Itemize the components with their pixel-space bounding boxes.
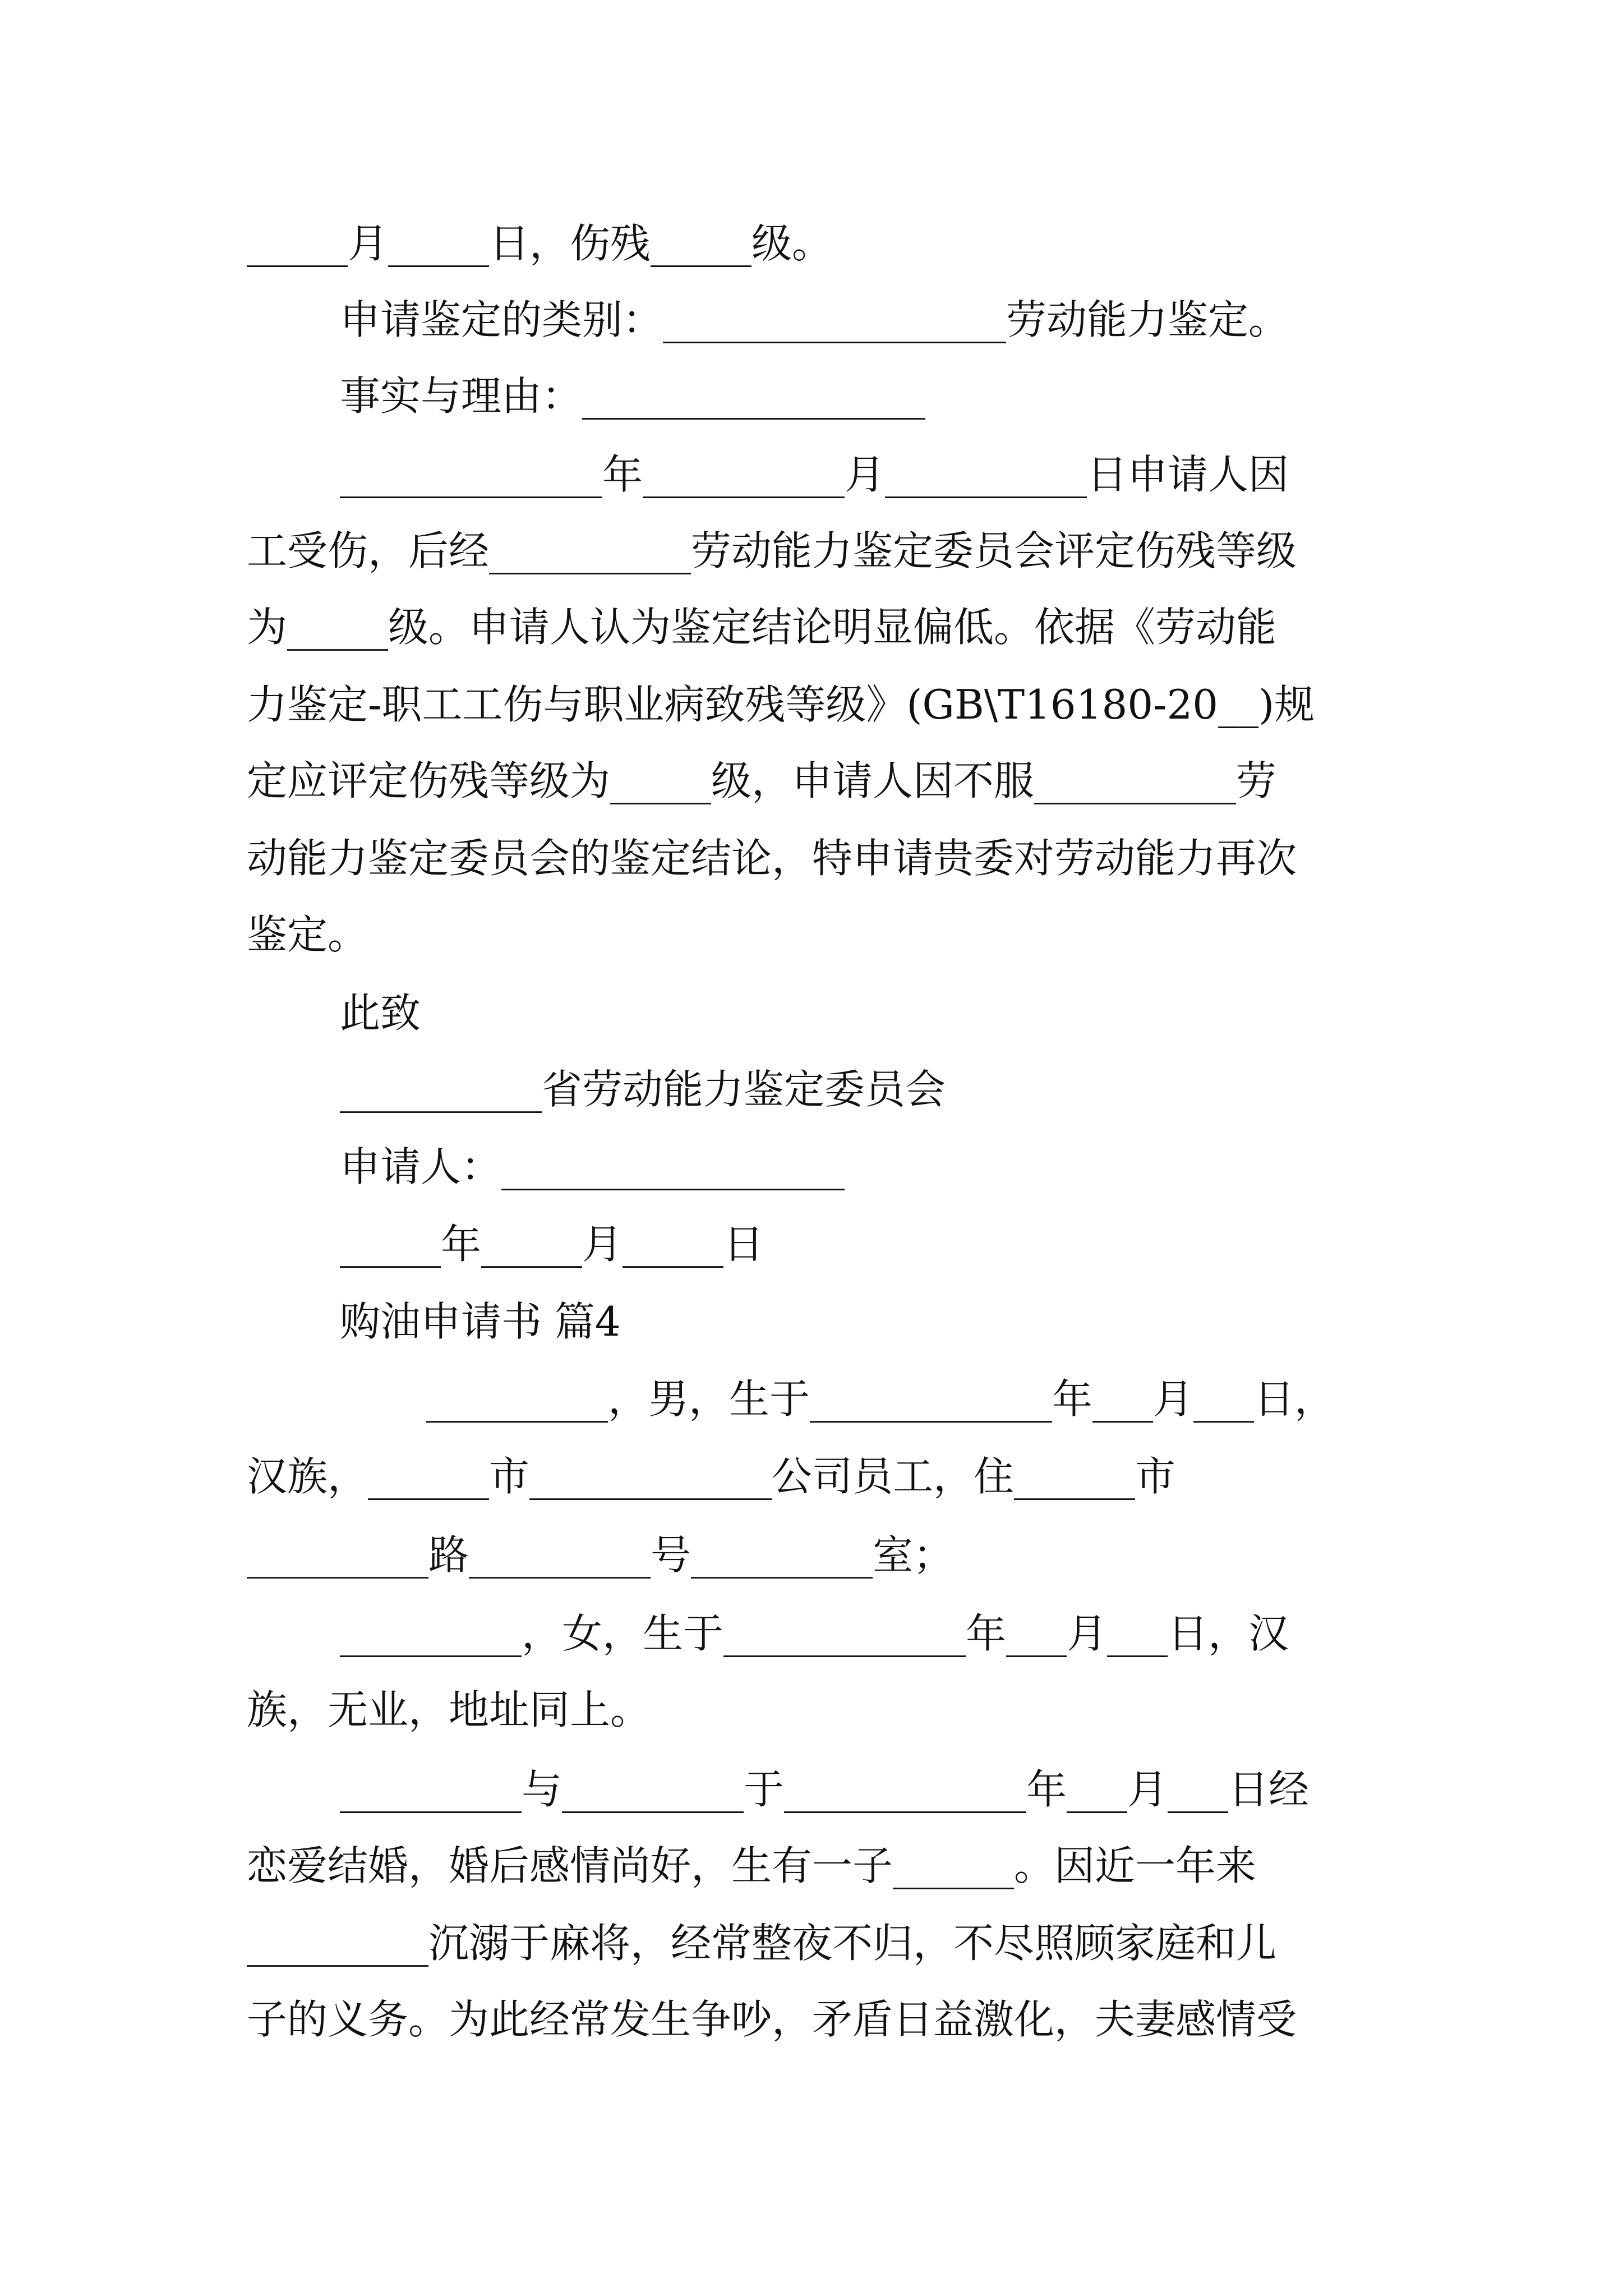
text-line-4-content: _____________年__________月__________日申请人因 bbox=[340, 451, 1289, 498]
text-line-24 bbox=[0, 1980, 1623, 2059]
text-line-14 bbox=[0, 1205, 1623, 1283]
date-line: _____年_____月_____日 bbox=[340, 1221, 764, 1268]
text-line-23-content: _________沉溺于麻将，经常整夜不归，不尽照顾家庭和儿 bbox=[247, 1920, 1277, 1967]
text-line-13 bbox=[0, 1128, 1623, 1206]
text-line-19 bbox=[0, 1594, 1623, 1673]
text-line-20-content: 族，无业，地址同上。 bbox=[247, 1686, 651, 1733]
text-line-18 bbox=[0, 1516, 1623, 1594]
text-line-9-content: 动能力鉴定委员会的鉴定结论，特申请贵委对劳动能力再次 bbox=[247, 835, 1297, 882]
text-line-21 bbox=[0, 1750, 1623, 1829]
text-line-15 bbox=[0, 1282, 1623, 1361]
text-line-20 bbox=[0, 1671, 1623, 1749]
text-line-21-content: _________与_________于____________年___月___日经 bbox=[340, 1766, 1309, 1813]
text-line-17 bbox=[0, 1437, 1623, 1516]
text-line-16 bbox=[0, 1360, 1623, 1438]
text-line-23 bbox=[0, 1904, 1623, 1982]
text-line-7 bbox=[0, 665, 1623, 744]
text-line-19-content: _________，女，生于____________年___月___日，汉 bbox=[340, 1610, 1289, 1657]
text-line-10-content: 鉴定。 bbox=[247, 911, 368, 958]
text-line-18-content: _________路_________号_________室； bbox=[247, 1531, 953, 1579]
text-line-2 bbox=[0, 280, 1623, 359]
text-line-2-content: 申请鉴定的类别：_________________劳动能力鉴定。 bbox=[340, 296, 1289, 343]
text-line-3 bbox=[0, 357, 1623, 435]
text-line-6-content: 为_____级。申请人认为鉴定结论明显偏低。依据《劳动能 bbox=[247, 604, 1277, 651]
recipient: __________省劳动能力鉴定委员会 bbox=[340, 1066, 946, 1113]
text-line-6 bbox=[0, 588, 1623, 666]
text-line-24-content: 子的义务。为此经常发生争吵，矛盾日益激化，夫妻感情受 bbox=[247, 1996, 1297, 2043]
text-line-12 bbox=[0, 1050, 1623, 1129]
text-line-17-content: 汉族，______市____________公司员工，住______市 bbox=[247, 1453, 1176, 1500]
text-line-1-content: _____月_____日，伤残_____级。 bbox=[247, 220, 833, 267]
section-heading: 购油申请书 篇4 bbox=[340, 1298, 621, 1345]
text-line-10 bbox=[0, 895, 1623, 974]
text-line-11 bbox=[0, 974, 1623, 1052]
text-line-8-content: 定应评定伤残等级为_____级，申请人因不服__________劳 bbox=[247, 757, 1277, 804]
text-line-5-content: 工受伤，后经__________劳动能力鉴定委员会评定伤残等级 bbox=[247, 527, 1297, 574]
text-line-22-content: 恋爱结婚，婚后感情尚好，生有一子______。因近一年来 bbox=[247, 1842, 1257, 1889]
text-line-4 bbox=[0, 435, 1623, 514]
text-line-1 bbox=[0, 204, 1623, 283]
applicant-line: 申请人：_________________ bbox=[340, 1143, 845, 1190]
text-line-7-content: 力鉴定-职工工伤与职业病致残等级》(GB\T16180-20__)规 bbox=[247, 681, 1315, 728]
text-line-16-content: _________，男，生于____________年___月___日， bbox=[426, 1375, 1335, 1423]
text-line-22 bbox=[0, 1826, 1623, 1905]
text-line-9 bbox=[0, 819, 1623, 898]
text-line-8 bbox=[0, 742, 1623, 820]
text-line-3-content: 事实与理由：_________________ bbox=[340, 372, 926, 420]
salutation: 此致 bbox=[340, 990, 421, 1037]
text-line-5 bbox=[0, 512, 1623, 590]
